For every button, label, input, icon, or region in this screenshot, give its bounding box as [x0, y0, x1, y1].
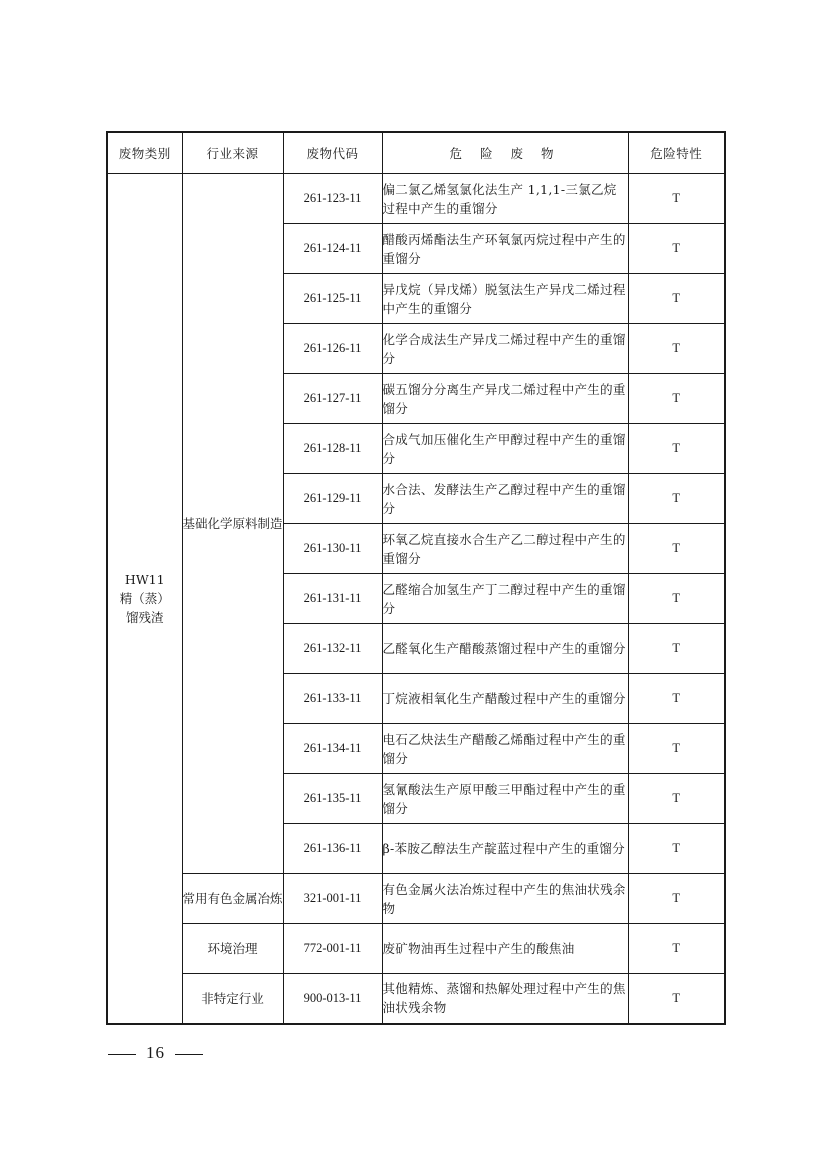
- hazard-characteristic-cell: T: [628, 674, 725, 724]
- hazardous-waste-description: 丁烷液相氧化生产醋酸过程中产生的重馏分: [382, 674, 628, 724]
- waste-code-cell: 261-129-11: [283, 474, 382, 524]
- hazardous-waste-description: 异戊烷（异戊烯）脱氢法生产异戊二烯过程中产生的重馏分: [382, 274, 628, 324]
- hazard-characteristic-cell: T: [628, 374, 725, 424]
- hazardous-waste-description: 碳五馏分分离生产异戊二烯过程中产生的重馏分: [382, 374, 628, 424]
- hazard-characteristic-cell: T: [628, 774, 725, 824]
- hazard-characteristic-cell: T: [628, 874, 725, 924]
- waste-code-cell: 261-125-11: [283, 274, 382, 324]
- waste-code-cell: 261-136-11: [283, 824, 382, 874]
- industry-source-cell: 常用有色金属冶炼: [182, 874, 283, 924]
- hazard-characteristic-cell: T: [628, 424, 725, 474]
- hazardous-waste-description: 醋酸丙烯酯法生产环氧氯丙烷过程中产生的重馏分: [382, 224, 628, 274]
- hazardous-waste-description: β-苯胺乙醇法生产靛蓝过程中产生的重馏分: [382, 824, 628, 874]
- waste-code-cell: 261-133-11: [283, 674, 382, 724]
- waste-code-cell: 900-013-11: [283, 974, 382, 1024]
- page-number: 16: [146, 1043, 165, 1062]
- hazardous-waste-description: 环氧乙烷直接水合生产乙二醇过程中产生的重馏分: [382, 524, 628, 574]
- header-characteristic: 危险特性: [628, 132, 725, 174]
- industry-source-cell: 非特定行业: [182, 974, 283, 1024]
- hazardous-waste-description: 化学合成法生产异戊二烯过程中产生的重馏分: [382, 324, 628, 374]
- waste-code-cell: 261-131-11: [283, 574, 382, 624]
- page-footer: [108, 1043, 203, 1063]
- hazard-characteristic-cell: T: [628, 174, 725, 224]
- hazard-characteristic-cell: T: [628, 324, 725, 374]
- waste-code-cell: 261-130-11: [283, 524, 382, 574]
- waste-code-cell: 261-126-11: [283, 324, 382, 374]
- hazardous-waste-description: 其他精炼、蒸馏和热解处理过程中产生的焦油状残余物: [382, 974, 628, 1024]
- hazard-characteristic-cell: T: [628, 224, 725, 274]
- hazardous-waste-description: 合成气加压催化生产甲醇过程中产生的重馏分: [382, 424, 628, 474]
- hazardous-waste-table: [106, 131, 726, 1025]
- hazard-characteristic-cell: T: [628, 274, 725, 324]
- waste-code-cell: 261-123-11: [283, 174, 382, 224]
- table-row: [107, 174, 725, 224]
- hazardous-waste-description: 乙醛缩合加氢生产丁二醇过程中产生的重馏分: [382, 574, 628, 624]
- waste-category-cell: [107, 174, 182, 1024]
- table-row: [107, 924, 725, 974]
- waste-category-line2: 精（蒸）: [119, 590, 170, 606]
- hazardous-waste-description: 有色金属火法冶炼过程中产生的焦油状残余物: [382, 874, 628, 924]
- footer-dash-right: [175, 1054, 203, 1055]
- hazard-characteristic-cell: T: [628, 824, 725, 874]
- waste-code-cell: 772-001-11: [283, 924, 382, 974]
- header-waste: 危 险 废 物: [382, 132, 628, 174]
- header-category: 废物类别: [107, 132, 182, 174]
- hazardous-waste-description: 氢氰酸法生产原甲酸三甲酯过程中产生的重馏分: [382, 774, 628, 824]
- hazardous-waste-description: 电石乙炔法生产醋酸乙烯酯过程中产生的重馏分: [382, 724, 628, 774]
- waste-category-line3: 馏残渣: [125, 609, 164, 625]
- hazard-characteristic-cell: T: [628, 574, 725, 624]
- waste-code-cell: 261-127-11: [283, 374, 382, 424]
- hazardous-waste-description: 水合法、发酵法生产乙醇过程中产生的重馏分: [382, 474, 628, 524]
- waste-code-cell: 261-124-11: [283, 224, 382, 274]
- footer-dash-left: [108, 1054, 136, 1055]
- header-industry: 行业来源: [182, 132, 283, 174]
- waste-code-cell: 261-135-11: [283, 774, 382, 824]
- table-body: [107, 174, 725, 1024]
- table-row: [107, 874, 725, 924]
- hazard-characteristic-cell: T: [628, 524, 725, 574]
- hazard-characteristic-cell: T: [628, 974, 725, 1024]
- hazardous-waste-description: 偏二氯乙烯氢氯化法生产 1,1,1-三氯乙烷过程中产生的重馏分: [382, 174, 628, 224]
- hazardous-waste-description: 废矿物油再生过程中产生的酸焦油: [382, 924, 628, 974]
- waste-category-line1: HW11: [124, 571, 165, 587]
- hazard-characteristic-cell: T: [628, 624, 725, 674]
- hazard-characteristic-cell: T: [628, 474, 725, 524]
- waste-code-cell: 261-128-11: [283, 424, 382, 474]
- table-header-row: [107, 132, 725, 174]
- hazardous-waste-description: 乙醛氧化生产醋酸蒸馏过程中产生的重馏分: [382, 624, 628, 674]
- table-row: [107, 974, 725, 1024]
- hazard-characteristic-cell: T: [628, 724, 725, 774]
- hazard-characteristic-cell: T: [628, 924, 725, 974]
- header-code: 废物代码: [283, 132, 382, 174]
- waste-code-cell: 261-134-11: [283, 724, 382, 774]
- waste-code-cell: 261-132-11: [283, 624, 382, 674]
- industry-source-cell: 环境治理: [182, 924, 283, 974]
- waste-code-cell: 321-001-11: [283, 874, 382, 924]
- industry-source-cell: 基础化学原料制造: [182, 174, 283, 874]
